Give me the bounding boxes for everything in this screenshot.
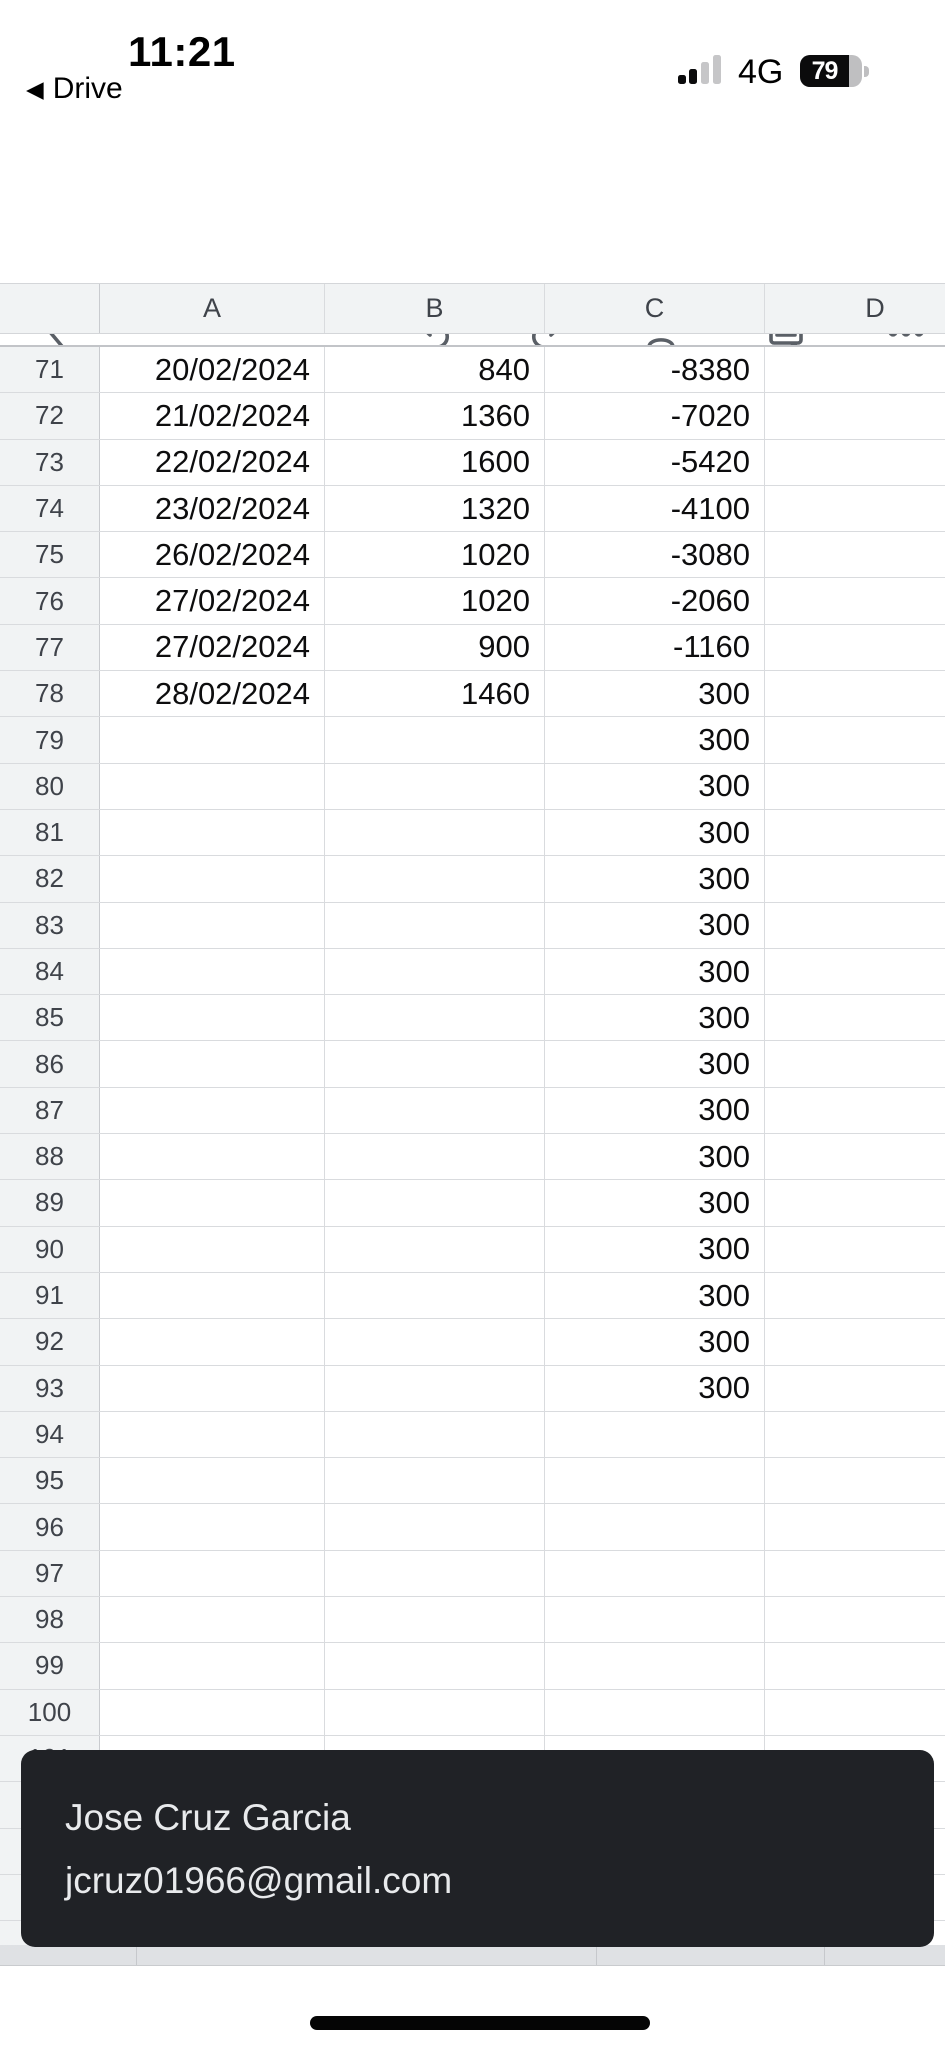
cell[interactable]: 300 (545, 1366, 765, 1411)
table-row (0, 717, 945, 763)
cell[interactable] (100, 1273, 325, 1318)
row-number[interactable]: 91 (0, 1273, 100, 1318)
cell[interactable]: 23/02/2024 (100, 486, 325, 531)
cell[interactable] (765, 1504, 945, 1549)
row-number[interactable]: 76 (0, 578, 100, 623)
cell[interactable]: -1160 (545, 625, 765, 670)
cell[interactable] (100, 856, 325, 901)
signal-strength-icon (678, 55, 728, 84)
cell[interactable] (100, 764, 325, 809)
cell[interactable]: 300 (545, 717, 765, 762)
cell[interactable] (545, 1643, 765, 1688)
battery-icon (800, 55, 862, 87)
cell[interactable] (765, 1041, 945, 1086)
table-row (0, 440, 945, 486)
bottom-partial-row-band (0, 1945, 945, 1966)
row-number[interactable]: 86 (0, 1041, 100, 1086)
cell[interactable]: 1600 (325, 440, 545, 485)
cell[interactable]: 300 (545, 903, 765, 948)
account-toast (21, 1750, 934, 1947)
row-number[interactable]: 77 (0, 625, 100, 670)
row-number[interactable]: 82 (0, 856, 100, 901)
cell[interactable] (100, 1458, 325, 1503)
toast-account-email: jcruz01966@gmail.com (65, 1859, 453, 1901)
table-row (0, 1690, 945, 1736)
cell[interactable]: -5420 (545, 440, 765, 485)
cell[interactable] (100, 1643, 325, 1688)
cell[interactable]: 300 (545, 856, 765, 901)
cell[interactable] (100, 949, 325, 994)
row-number[interactable]: 96 (0, 1504, 100, 1549)
cell[interactable] (325, 995, 545, 1040)
cell[interactable] (765, 1273, 945, 1318)
cell[interactable] (765, 625, 945, 670)
row-number[interactable]: 85 (0, 995, 100, 1040)
row-number[interactable]: 84 (0, 949, 100, 994)
table-row (0, 1551, 945, 1597)
row-number[interactable]: 87 (0, 1088, 100, 1133)
cell[interactable]: 300 (545, 1088, 765, 1133)
cell[interactable] (325, 1551, 545, 1596)
column-header-B[interactable]: B (325, 284, 545, 333)
row-number[interactable]: 95 (0, 1458, 100, 1503)
table-row (0, 764, 945, 810)
row-number[interactable]: 94 (0, 1412, 100, 1457)
cell[interactable] (765, 949, 945, 994)
cell[interactable]: 20/02/2024 (100, 347, 325, 392)
cell[interactable] (545, 1458, 765, 1503)
table-row (0, 393, 945, 439)
row-number[interactable]: 92 (0, 1319, 100, 1364)
cell[interactable]: -7020 (545, 393, 765, 438)
back-to-drive-link[interactable] (26, 72, 123, 106)
cell[interactable] (545, 1597, 765, 1642)
row-number[interactable]: 79 (0, 717, 100, 762)
table-row (0, 532, 945, 578)
table-row (0, 903, 945, 949)
cell[interactable]: 1020 (325, 532, 545, 577)
cell[interactable] (100, 903, 325, 948)
cell[interactable]: -4100 (545, 486, 765, 531)
cell[interactable]: 300 (545, 1134, 765, 1179)
row-number[interactable]: 83 (0, 903, 100, 948)
table-row (0, 1134, 945, 1180)
cell[interactable] (545, 1551, 765, 1596)
cell[interactable] (765, 1088, 945, 1133)
cell[interactable] (325, 1227, 545, 1272)
cell[interactable] (325, 1504, 545, 1549)
cell[interactable] (100, 1504, 325, 1549)
cell[interactable] (100, 717, 325, 762)
table-row (0, 1273, 945, 1319)
table-row (0, 810, 945, 856)
row-number[interactable]: 100 (0, 1690, 100, 1735)
cell[interactable] (325, 764, 545, 809)
table-row (0, 1458, 945, 1504)
cell[interactable] (100, 1366, 325, 1411)
cell[interactable] (325, 1690, 545, 1735)
cell[interactable] (100, 1551, 325, 1596)
cell[interactable]: 28/02/2024 (100, 671, 325, 716)
table-row (0, 995, 945, 1041)
cell[interactable] (765, 764, 945, 809)
table-row (0, 1643, 945, 1689)
column-header-A[interactable]: A (100, 284, 325, 333)
cell[interactable]: 300 (545, 1319, 765, 1364)
row-number[interactable]: 78 (0, 671, 100, 716)
table-row (0, 578, 945, 624)
cell[interactable] (325, 1088, 545, 1133)
battery-percent: 79 (800, 55, 849, 87)
cell[interactable] (100, 1412, 325, 1457)
toolbar (0, 120, 945, 283)
cell[interactable] (765, 486, 945, 531)
cell[interactable] (765, 1134, 945, 1179)
cell[interactable] (325, 1643, 545, 1688)
cell[interactable] (765, 1643, 945, 1688)
cell[interactable]: 840 (325, 347, 545, 392)
cell[interactable] (325, 810, 545, 855)
row-number[interactable]: 71 (0, 347, 100, 392)
column-header-D[interactable]: D (865, 293, 885, 323)
row-number[interactable]: 74 (0, 486, 100, 531)
cell[interactable]: 300 (545, 1273, 765, 1318)
cell[interactable] (100, 1180, 325, 1225)
back-app-label: Drive (52, 72, 123, 105)
cell[interactable]: 1320 (325, 486, 545, 531)
row-number[interactable]: 90 (0, 1227, 100, 1272)
row-number[interactable]: 80 (0, 764, 100, 809)
cell[interactable] (765, 1690, 945, 1735)
cell[interactable] (100, 1088, 325, 1133)
cell[interactable] (325, 903, 545, 948)
cell[interactable]: 26/02/2024 (100, 532, 325, 577)
cell[interactable] (765, 717, 945, 762)
cell[interactable] (100, 1134, 325, 1179)
table-row (0, 347, 945, 393)
table-row (0, 1180, 945, 1226)
row-number[interactable]: 98 (0, 1597, 100, 1642)
cell[interactable] (765, 532, 945, 577)
cell[interactable]: 21/02/2024 (100, 393, 325, 438)
table-row (0, 486, 945, 532)
back-triangle-icon: ◀ (26, 76, 44, 102)
cell[interactable] (325, 1597, 545, 1642)
network-type-label: 4G (738, 53, 784, 91)
cell[interactable] (325, 1180, 545, 1225)
table-row (0, 949, 945, 995)
cell[interactable] (765, 1180, 945, 1225)
cell[interactable]: 22/02/2024 (100, 440, 325, 485)
status-time: 11:21 (128, 28, 236, 75)
cell[interactable] (325, 1412, 545, 1457)
cell[interactable]: 300 (545, 671, 765, 716)
cell[interactable]: 300 (545, 764, 765, 809)
cell[interactable]: 300 (545, 1180, 765, 1225)
column-headers (0, 283, 945, 334)
cell[interactable]: 1020 (325, 578, 545, 623)
cell[interactable]: 300 (545, 810, 765, 855)
cell[interactable] (325, 949, 545, 994)
cell[interactable] (100, 1319, 325, 1364)
row-number[interactable]: 88 (0, 1134, 100, 1179)
cell[interactable] (325, 1319, 545, 1364)
cell[interactable] (765, 671, 945, 716)
cell[interactable] (100, 1041, 325, 1086)
cell[interactable] (765, 810, 945, 855)
row-number[interactable]: 81 (0, 810, 100, 855)
cell[interactable] (100, 1690, 325, 1735)
cell[interactable]: 27/02/2024 (100, 578, 325, 623)
cell[interactable] (765, 1551, 945, 1596)
row-number[interactable]: 93 (0, 1366, 100, 1411)
cell[interactable]: 900 (325, 625, 545, 670)
cell[interactable]: 1460 (325, 671, 545, 716)
cell[interactable] (100, 810, 325, 855)
cell[interactable] (325, 1273, 545, 1318)
grid-rows (0, 347, 945, 1965)
cell[interactable] (100, 1227, 325, 1272)
cell[interactable]: 27/02/2024 (100, 625, 325, 670)
row-number[interactable]: 99 (0, 1643, 100, 1688)
table-row (0, 1227, 945, 1273)
cell[interactable] (765, 440, 945, 485)
battery-cap (864, 66, 869, 77)
cell[interactable] (765, 1227, 945, 1272)
table-row (0, 856, 945, 902)
table-row (0, 1412, 945, 1458)
cell[interactable]: -3080 (545, 532, 765, 577)
home-indicator[interactable] (310, 2016, 650, 2030)
cell[interactable] (325, 1366, 545, 1411)
cell[interactable] (765, 1366, 945, 1411)
row-number[interactable]: 97 (0, 1551, 100, 1596)
row-number[interactable]: 73 (0, 440, 100, 485)
cell[interactable]: 1360 (325, 393, 545, 438)
cell[interactable] (765, 393, 945, 438)
cell[interactable] (765, 1319, 945, 1364)
cell[interactable]: 300 (545, 995, 765, 1040)
cell[interactable] (545, 1412, 765, 1457)
cell[interactable] (765, 347, 945, 392)
cell[interactable] (765, 1412, 945, 1457)
cell[interactable]: 300 (545, 1041, 765, 1086)
cell[interactable] (325, 856, 545, 901)
table-row (0, 1319, 945, 1365)
cell[interactable]: 300 (545, 1227, 765, 1272)
cell[interactable] (100, 995, 325, 1040)
cell[interactable] (100, 1597, 325, 1642)
table-row (0, 1088, 945, 1134)
toast-account-name: Jose Cruz Garcia (65, 1796, 351, 1838)
cell[interactable] (325, 717, 545, 762)
table-row (0, 1597, 945, 1643)
cell[interactable]: 300 (545, 949, 765, 994)
table-row (0, 1366, 945, 1412)
row-number[interactable]: 72 (0, 393, 100, 438)
cell[interactable]: -2060 (545, 578, 765, 623)
cell[interactable] (325, 1458, 545, 1503)
cell[interactable] (765, 995, 945, 1040)
cell[interactable] (545, 1690, 765, 1735)
table-row (0, 1041, 945, 1087)
cell[interactable]: -8380 (545, 347, 765, 392)
cell[interactable] (545, 1504, 765, 1549)
table-row (0, 625, 945, 671)
table-row (0, 671, 945, 717)
row-number[interactable]: 75 (0, 532, 100, 577)
row-number[interactable]: 89 (0, 1180, 100, 1225)
cell[interactable] (765, 856, 945, 901)
cell[interactable] (325, 1134, 545, 1179)
table-row (0, 1504, 945, 1550)
cell[interactable] (765, 903, 945, 948)
cell[interactable] (765, 1597, 945, 1642)
cell[interactable] (765, 578, 945, 623)
select-all-corner[interactable] (0, 284, 100, 333)
column-header-C[interactable]: C (545, 284, 765, 333)
cell[interactable] (325, 1041, 545, 1086)
cell[interactable] (765, 1458, 945, 1503)
